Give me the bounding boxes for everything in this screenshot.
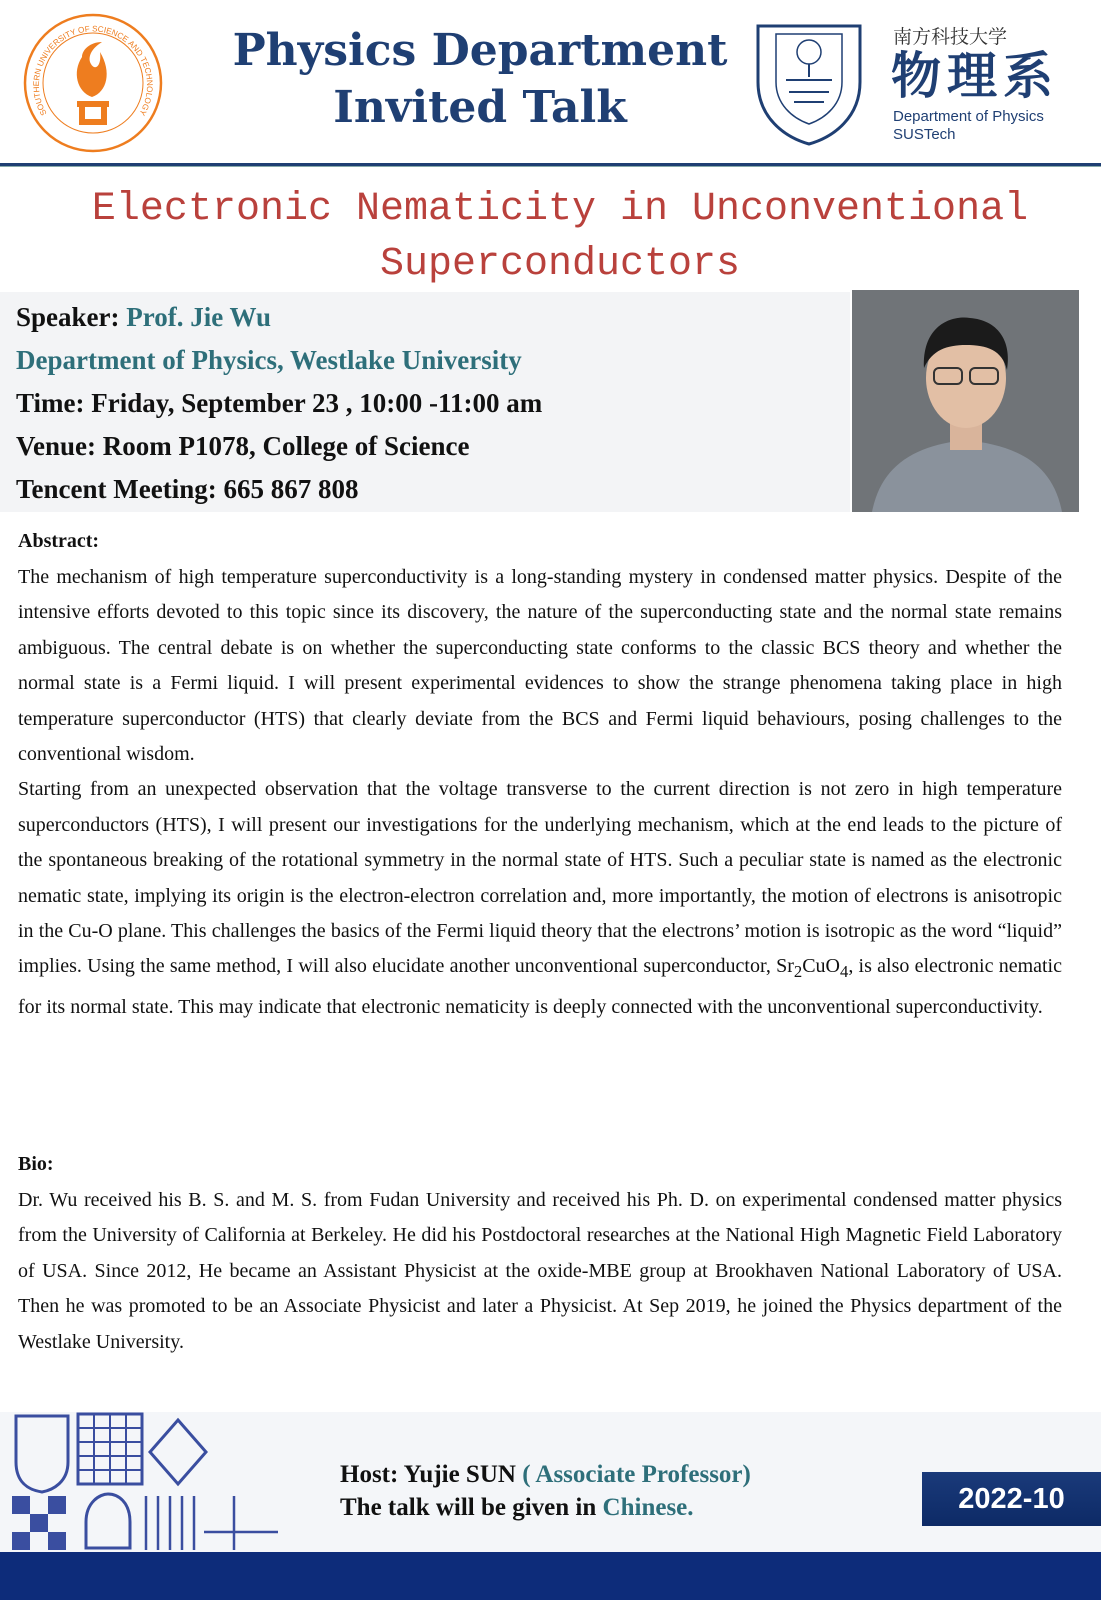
university-logo bbox=[22, 12, 164, 154]
dept-cn-small: 南方科技大学 bbox=[893, 27, 1008, 48]
talk-venue: Venue: Room P1078, College of Science bbox=[16, 431, 470, 461]
abstract-p2-text: CuO bbox=[802, 955, 840, 978]
talk-title-line1: Electronic Nematicity in Unconventional bbox=[91, 187, 1029, 232]
speaker-info bbox=[0, 292, 850, 512]
abstract-p2-text: Starting from an unexpected observation that the voltage transverse to the current direction is not zero in high temperature superconductors (HTS), I will present our investigations for the underlying mechanism, which at the end leads to the picture of the spontaneous breaking of the rotational symmetry in the normal state of HTS. Such a peculiar state is named as the electronic nematic state, implying its origin is the electron-electron correlation and, more importantly, the motion of electrons is anisotropic in the Cu-O plane. This challenges the basics of the Fermi liquid theory that the electrons’ motion is isotropic as the word “liquid” implies. Using the same method, I will also elucidate another unconventional superconductor, Sr bbox=[18, 778, 1062, 978]
dept-en-line2: SUSTech bbox=[893, 126, 956, 143]
header-title-line2: Invited Talk bbox=[333, 82, 627, 133]
header-divider bbox=[0, 163, 1101, 167]
talk-title-line2: Superconductors bbox=[379, 242, 741, 287]
header-title bbox=[200, 22, 760, 136]
bio-section bbox=[18, 1149, 1062, 1360]
subscript: 4 bbox=[839, 962, 849, 982]
host-label: Host: bbox=[340, 1461, 399, 1488]
dept-cn-large: 物理系 bbox=[891, 48, 1059, 104]
bio-text: Dr. Wu received his B. S. and M. S. from Fudan University and received his Ph. D. on experimental condensed matter physics from the University of California at Berkeley. He did his Postdoctoral researches at the National High Magnetic Field Laboratory of USA. Since 2012, He became an Assistant Physicist at the oxide-MBE group at Brookhaven National Laboratory of USA. Then he was promoted to be an Associate Physicist and later a Physicist. At Sep 2019, he joined the Physics department of the Westlake University. bbox=[18, 1189, 1062, 1353]
talk-language: Chinese. bbox=[602, 1494, 694, 1521]
speaker-affiliation: Department of Physics, Westlake University bbox=[16, 345, 522, 375]
department-seal bbox=[754, 22, 864, 146]
speaker-line bbox=[16, 296, 834, 339]
abstract-heading: Abstract: bbox=[18, 530, 100, 552]
footer-bar bbox=[0, 1552, 1101, 1600]
abstract-section bbox=[18, 526, 1062, 1025]
university-logo-text-path: SOUTHERN UNIVERSITY OF SCIENCE AND TECHNOLOGY bbox=[31, 24, 155, 118]
talk-time: Time: Friday, September 23 , 10:00 -11:00 am bbox=[16, 388, 543, 418]
abstract-paragraph-2 bbox=[18, 772, 1062, 1025]
subscript: 2 bbox=[793, 962, 803, 982]
dept-en-line1: Department of Physics bbox=[893, 108, 1044, 125]
speaker-name: Prof. Jie Wu bbox=[126, 302, 272, 332]
host-info bbox=[340, 1458, 751, 1524]
host-line bbox=[340, 1458, 751, 1491]
language-line bbox=[340, 1491, 751, 1524]
host-title: ( Associate Professor) bbox=[522, 1461, 751, 1488]
abstract-p2-text: , is also electronic nematic for its normal state. This may indicate that electronic nematicity is deeply connected with the unconventional superconductivity. bbox=[18, 955, 1062, 1018]
speaker-photo bbox=[852, 290, 1079, 512]
speaker-label: Speaker: bbox=[16, 302, 120, 332]
tencent-meeting: Tencent Meeting: 665 867 808 bbox=[16, 474, 359, 504]
host-name: Yujie SUN bbox=[403, 1461, 516, 1488]
header-title-line1: Physics Department bbox=[232, 25, 728, 76]
abstract-paragraph-1: The mechanism of high temperature superconductivity is a long-standing mystery in condensed matter physics. Despite of the intensive efforts devoted to this topic since its discovery, the nature of the superconducting state and the normal state remains ambiguous. The central debate is on whether the superconducting state conforms to the classic BCS theory and whether the normal state is a Fermi liquid. I will present experimental evidences to show the strange phenomena taking place in high temperature superconductor (HTS) that clearly deviate from the BCS and Fermi liquid behaviours, posing challenges to the conventional wisdom. bbox=[18, 566, 1062, 766]
bio-heading: Bio: bbox=[18, 1153, 54, 1175]
date-badge: 2022-10 bbox=[922, 1472, 1101, 1526]
talk-title bbox=[60, 182, 1060, 292]
language-prefix: The talk will be given in bbox=[340, 1494, 597, 1521]
decorative-pattern bbox=[8, 1412, 278, 1552]
